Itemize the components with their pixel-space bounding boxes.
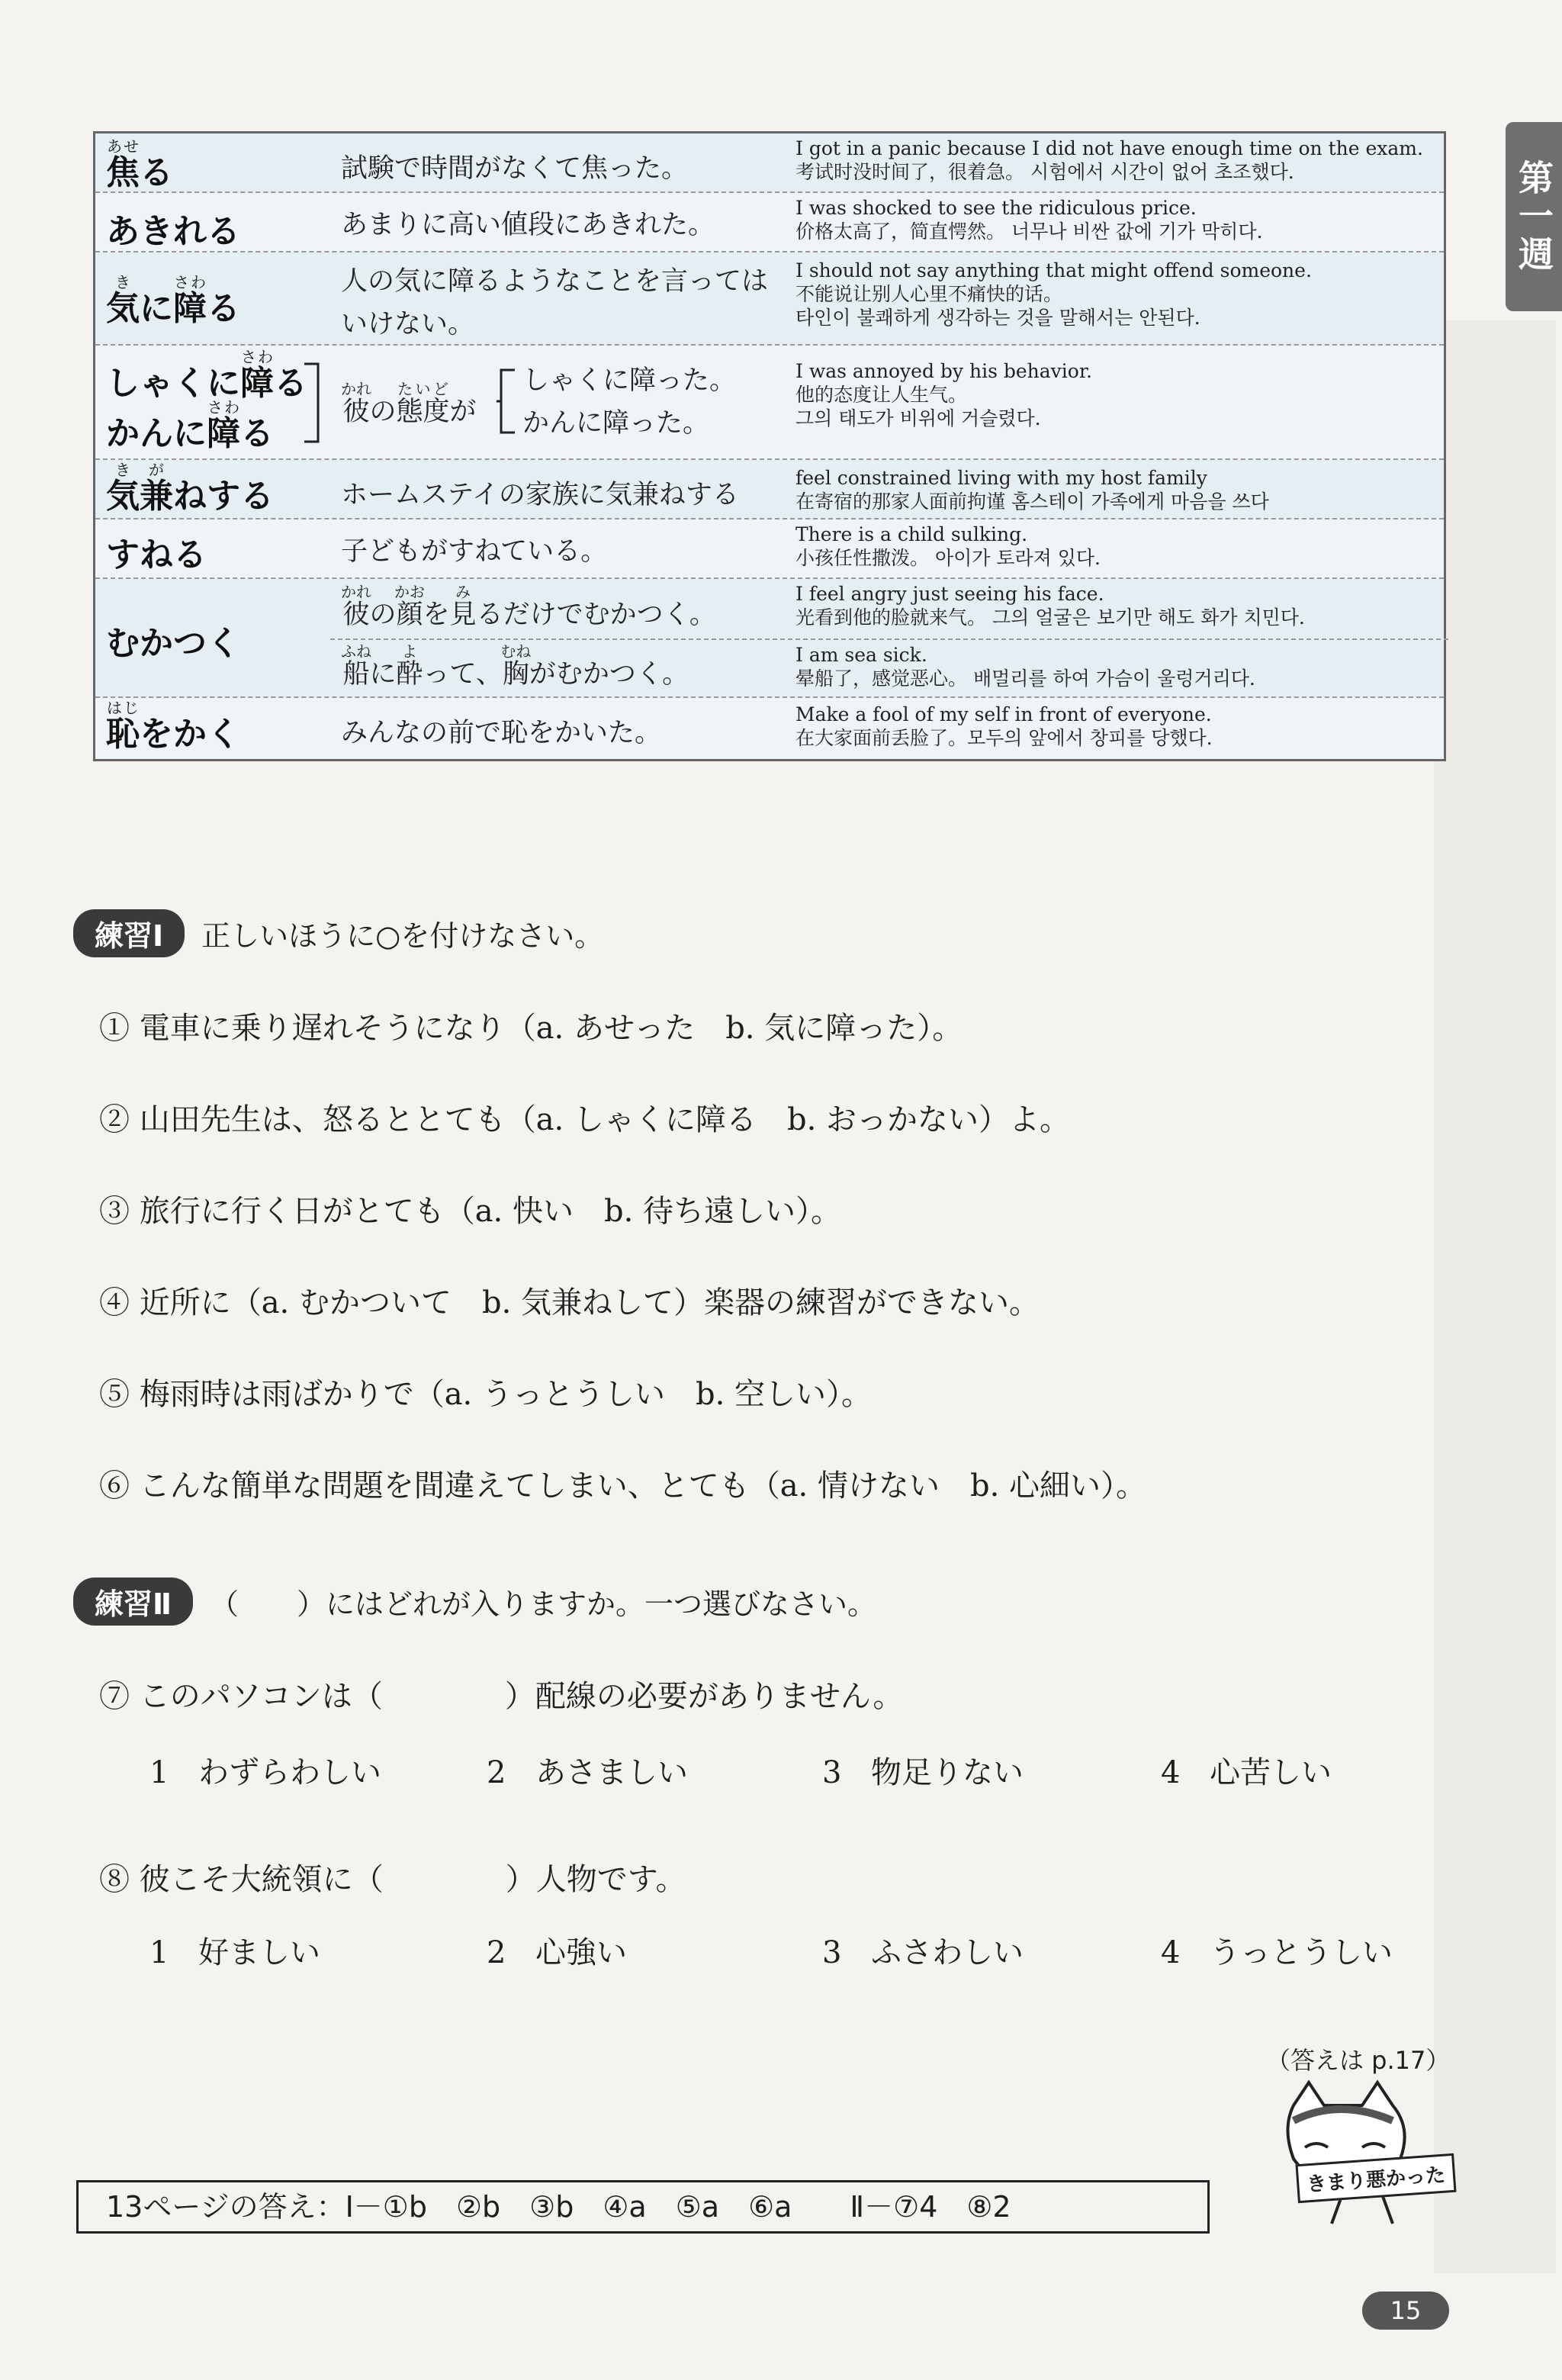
vocab-translation: I was annoyed by his behavior. 他的态度让人生气。 그의 태도가 비위에 거슬렸다. (795, 360, 1093, 429)
vocab-word: むかつく (106, 624, 240, 663)
question-6: ⑥ こんな簡単な問題を間違えてしまい、とても（a. 情けない b. 心細い）。 (99, 1468, 1147, 1504)
cat-speech-label: きまり悪かった (1295, 2153, 1456, 2203)
page-number: 15 (1362, 2292, 1449, 2330)
option-7-4: 4 心苦しい (1161, 1755, 1332, 1790)
exercise-badge: 練習Ⅱ (73, 1578, 193, 1626)
vocab-example: あまりに高い値段にあきれた。 (341, 210, 715, 240)
vocab-example: みんなの前で恥をかいた。 (341, 718, 662, 748)
vocab-word: しゃくに障さわる (106, 348, 307, 403)
bracket-icon (301, 361, 324, 445)
vocab-word: 焦あせる (106, 137, 173, 192)
vocab-word: 気きに障さわる (106, 273, 240, 328)
vocab-example: ホームステイの家族に気兼ねする (341, 480, 739, 510)
vocab-translation: feel constrained living with my host family 在寄宿的那家人面前拘谨 홈스테이 가족에게 마음을 쓰다 (795, 467, 1269, 513)
exercise-title: 正しいほうに○を付けなさい。 (201, 919, 604, 953)
vocab-example: 子どもがすねている。 (341, 536, 608, 567)
vocab-row (95, 346, 1444, 460)
previous-page-answers: 13ページの答え：Ⅰ－①b ②b ③b ④a ⑤a ⑥a Ⅱ－⑦4 ⑧2 (76, 2180, 1210, 2234)
vocab-translation: I got in a panic because I did not have enough time on the exam. 考试时没时间了，很着急。 시험에서 시간이 없어 초조했다. (795, 137, 1423, 183)
vocab-example: 試験で時間がなくて焦った。 (341, 153, 689, 184)
vocab-example-a: しゃくに障った。 (522, 365, 737, 396)
vocab-row (95, 698, 1444, 759)
vocab-word: すねる (106, 536, 207, 574)
vocab-word: あきれる (106, 212, 240, 251)
week-tab: 第一週 (1506, 122, 1562, 311)
option-7-1: 1 わずらわしい (149, 1755, 381, 1790)
vocab-example: 彼かれの顔かおを見みるだけでむかつく。 (341, 583, 716, 630)
vocab-translation: I feel angry just seeing his face. 光看到他的脸就来气。 그의 얼굴은 보기만 해도 화가 치민다. (795, 583, 1305, 629)
vocab-example: 人の気に障るようなことを言っては いけない。 (341, 266, 769, 339)
vocab-translation: There is a child sulking. 小孩任性撒泼。 아이가 토라져 있다. (795, 523, 1101, 569)
background-panel (1434, 320, 1556, 2273)
exercise-title: （ ）にはどれが入りますか。一つ選びなさい。 (210, 1587, 877, 1621)
vocab-example: 船ふねに酔よって、胸むねがむかつく。 (341, 642, 689, 690)
vocab-translation: I was shocked to see the ridiculous price. 价格太高了，简直愕然。 너무나 비싼 값에 기가 막히다. (795, 197, 1263, 243)
option-8-4: 4 うっとうしい (1161, 1935, 1393, 1970)
option-7-2: 2 あさましい (487, 1755, 688, 1790)
vocab-translation: I should not say anything that might offend someone. 不能说让别人心里不痛快的话。 타인이 불쾌하게 생각하는 것을 말해서는 안된다. (795, 259, 1312, 329)
vocab-row (95, 519, 1444, 579)
question-4: ④ 近所に（a. むかついて b. 気兼ねして）楽器の練習ができない。 (99, 1285, 1040, 1320)
exercise-1-header (73, 909, 603, 957)
vocab-row (95, 460, 1444, 519)
vocab-example: 彼かれの態度たいどが (341, 380, 477, 427)
vocab-word: かんに障さわる (106, 398, 274, 453)
vocab-row (95, 579, 1444, 698)
exercise-2-header (73, 1578, 876, 1626)
vocab-translation: Make a fool of my self in front of everyone. 在大家面前丢脸了。모두의 앞에서 창피를 당했다. (795, 703, 1213, 749)
vocab-row (95, 133, 1444, 193)
option-7-3: 3 物足りない (822, 1755, 1024, 1790)
question-3: ③ 旅行に行く日がとても（a. 快い b. 待ち遠しい）。 (99, 1194, 842, 1229)
option-8-2: 2 心強い (487, 1935, 627, 1970)
vocab-row (95, 193, 1444, 252)
question-5: ⑤ 梅雨時は雨ばかりで（a. うっとうしい b. 空しい）。 (99, 1377, 873, 1412)
vocab-row (95, 252, 1444, 346)
question-1: ① 電車に乗り遅れそうになり（a. あせった b. 気に障った）。 (99, 1011, 963, 1046)
exercise-badge: 練習Ⅰ (73, 909, 185, 957)
question-7: ⑦ このパソコンは（ ）配線の必要がありません。 (99, 1679, 904, 1714)
cat-illustration-icon (1248, 2075, 1431, 2227)
question-8: ⑧ 彼こそ大統領に（ ）人物です。 (99, 1862, 686, 1897)
vocab-table (93, 131, 1446, 761)
bracket-icon (495, 367, 518, 436)
option-8-3: 3 ふさわしい (822, 1935, 1024, 1970)
vocab-example-b: かんに障った。 (522, 408, 710, 439)
answer-reference: （答えは p.17） (1266, 2046, 1451, 2075)
row-divider (330, 638, 1448, 640)
vocab-word: 恥はじをかく (106, 699, 240, 754)
question-2: ② 山田先生は、怒るととても（a. しゃくに障る b. おっかない）よ。 (99, 1102, 1071, 1137)
option-8-1: 1 好ましい (149, 1935, 320, 1970)
vocab-translation: I am sea sick. 晕船了，感觉恶心。 배멀리를 하여 가슴이 울렁거리다. (795, 644, 1255, 690)
vocab-word: 気兼きがねする (106, 461, 274, 516)
